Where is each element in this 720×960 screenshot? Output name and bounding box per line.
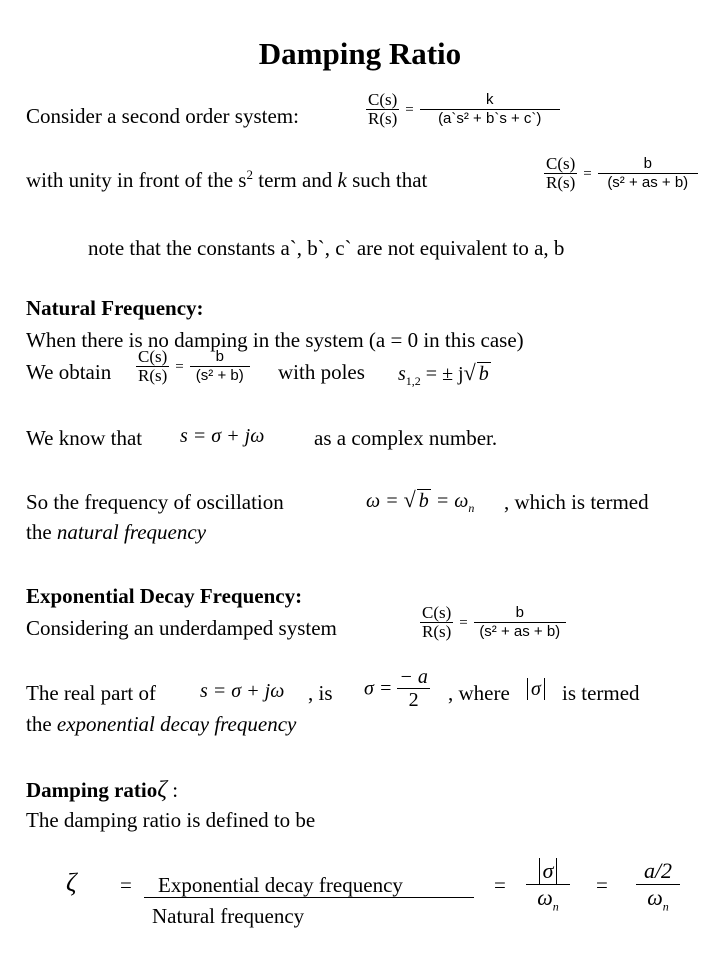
ratio-numerator: Exponential decay frequency: [158, 873, 403, 897]
definition-line: The damping ratio is defined to be: [26, 808, 316, 832]
equals-2: =: [494, 873, 506, 897]
real-part-label: The real part of: [26, 681, 157, 705]
we-obtain-label: We obtain: [26, 360, 112, 384]
sigma-over-omega: $\frac{\sigma}{\omega_n}$: [526, 858, 570, 919]
abs-sigma: σ: [527, 678, 545, 700]
is-label: , is: [308, 681, 333, 705]
ratio-fraction-bar: [144, 897, 474, 898]
exp-decay-heading: Exponential Decay Frequency:: [26, 584, 303, 608]
complex-s-definition-2: s = σ + jω: [200, 680, 285, 702]
with-poles-label: with poles: [278, 360, 365, 384]
termed-label: , which is termed: [504, 490, 649, 514]
where-label: , where: [448, 681, 510, 705]
underdamped-label: Considering an underdamped system: [26, 616, 337, 640]
a-half-over-omega: $\frac{a/2}{\omega_n}$: [636, 858, 680, 919]
natural-frequency-heading: Natural Frequency:: [26, 296, 204, 320]
damping-ratio-heading: Damping ratioζ :: [26, 777, 179, 803]
exp-decay-term: the exponential decay frequency: [26, 712, 297, 736]
transfer-function-general: $\frac{C(s)}{R(s)}$ = $\frac{k}{\text{(a`s² + b`s + c`)}}$: [366, 91, 560, 128]
equals-1: =: [120, 873, 132, 897]
ratio-denominator: Natural frequency: [152, 904, 305, 928]
complex-s-definition: s = σ + jω: [180, 425, 265, 447]
page-title: Damping Ratio: [258, 36, 462, 71]
natural-frequency-term: the natural frequency: [26, 520, 207, 544]
complex-number-label: as a complex number.: [314, 426, 498, 450]
transfer-function-normalized: $\frac{C(s)}{R(s)}$ = $\frac{b}{\text{(s² + as + b)}}$: [544, 155, 698, 192]
transfer-function-undamped: $\frac{C(s)}{R(s)}$ = $\frac{b}{\text{(s² + b)}}$: [136, 348, 250, 385]
poles-equation: $s_{1,2}$ = ± j√ b: [398, 360, 489, 388]
intro-line: Consider a second order system:: [26, 104, 299, 128]
termed-label-2: is termed: [562, 681, 640, 705]
zeta-symbol: ζ: [66, 868, 77, 897]
oscillation-label: So the frequency of oscillation: [26, 490, 284, 514]
note-line: note that the constants a`, b`, c` are not equivalent to a, b: [88, 236, 565, 260]
equals-3: =: [596, 873, 608, 897]
transfer-function-underdamped: $\frac{C(s)}{R(s)}$ = $\frac{b}{\text{(s² + as + b)}}$: [420, 604, 566, 641]
we-know-label: We know that: [26, 426, 143, 450]
sigma-equation: σ = $\frac{- a}{2}$: [364, 666, 428, 711]
unity-line: with unity in front of the $s^2$ term and k such that: [26, 167, 428, 192]
natural-frequency-equation: ω = √ $b = \omega_n$: [366, 487, 475, 515]
no-damping-line: When there is no damping in the system (a = 0 in this case): [26, 328, 524, 352]
